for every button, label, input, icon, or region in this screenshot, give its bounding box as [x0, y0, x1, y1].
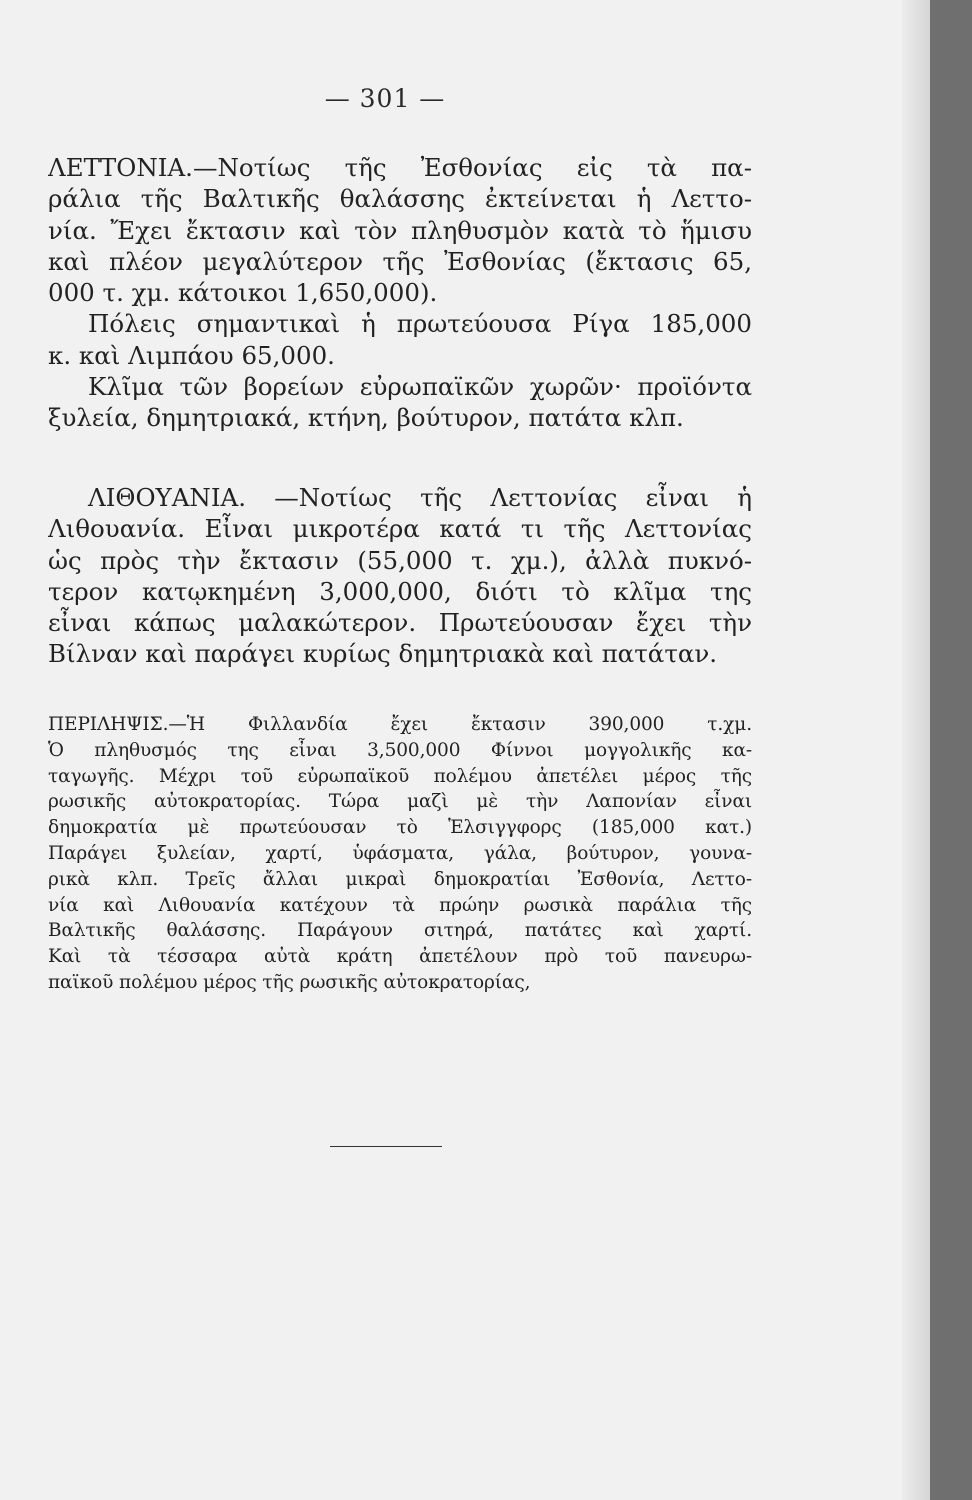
section-lithuania: [48, 482, 752, 670]
text-line: Παράγει ξυλείαν, χαρτί, ὑφάσματα, γάλα, βούτυρον, γουνα-: [48, 842, 752, 864]
text-line: Λιθουανία. Εἶναι μικροτέρα κατά τι τῆς Λεττονίας: [48, 514, 752, 544]
text-line: ταγωγῆς. Μέχρι τοῦ εὐρωπαϊκοῦ πολέμου ἀπετέλει μέρος τῆς: [48, 765, 752, 787]
text-line: παϊκοῦ πολέμου μέρος τῆς ρωσικῆς αὐτοκρατορίας,: [48, 971, 531, 993]
text-line: ΛΕΤΤΟΝΙΑ.—Νοτίως τῆς Ἐσθονίας εἰς τὰ πα-: [48, 153, 752, 182]
text-line: ΠΕΡΙΛΗΨΙΣ.—Ἡ Φιλλανδία ἔχει ἔκτασιν 390,000 τ.χμ.: [48, 714, 752, 735]
text-line: εἶναι κάπως μαλακώτερον. Πρωτεύουσαν ἔχει τὴν: [48, 608, 752, 638]
section-summary: [48, 712, 752, 996]
text-line: Καὶ τὰ τέσσαρα αὐτὰ κράτη ἀπετέλουν πρὸ τοῦ πανευρω-: [48, 946, 752, 968]
text-line: Βίλναν καὶ παράγει κυρίως δημητριακὰ καὶ πατάταν.: [48, 639, 718, 669]
text-line: κ. καὶ Λιμπάου 65,000.: [48, 340, 335, 370]
text-line: 000 τ. χμ. κάτοικοι 1,650,000).: [48, 278, 438, 308]
text-line: Ὁ πληθυσμός της εἶναι 3,500,000 Φίννοι μογγολικῆς κα-: [48, 739, 752, 761]
text-line: νία. Ἔχει ἔκτασιν καὶ τὸν πληθυσμὸν κατὰ τὸ ἥμισυ: [48, 215, 752, 245]
text-line: Βαλτικῆς θαλάσσης. Παράγουν σιτηρά, πατάτες καὶ χαρτί.: [48, 920, 752, 942]
text-line: ράλια τῆς Βαλτικῆς θαλάσσης ἐκτείνεται ἡ Λεττο-: [48, 184, 752, 214]
text-line: καὶ πλέον μεγαλύτερον τῆς Ἐσθονίας (ἔκτασις 65,: [48, 246, 752, 276]
text-line: νία καὶ Λιθουανία κατέχουν τὰ πρώην ρωσικὰ παράλια τῆς: [48, 894, 752, 916]
text-line: δημοκρατία μὲ πρωτεύουσαν τὸ Ἑλσιγγφορς (185,000 κατ.): [48, 817, 752, 839]
text-line: ρικὰ κλπ. Τρεῖς ἄλλαι μικραὶ δημοκρατίαι Ἐσθονία, Λεττο-: [48, 868, 752, 890]
text-line: ρωσικῆς αὐτοκρατορίας. Τώρα μαζὶ μὲ τὴν Λαπονίαν εἶναι: [48, 791, 752, 813]
text-line: ΛΙΘΟΥΑΝΙΑ. —Νοτίως τῆς Λεττονίας εἶναι ἡ: [88, 483, 752, 512]
text-line: ξυλεία, δημητριακά, κτήνη, βούτυρον, πατάτα κλπ.: [48, 403, 684, 433]
text-line: Πόλεις σημαντικαὶ ἡ πρωτεύουσα Ρίγα 185,000: [88, 309, 752, 339]
page-number: — 301 —: [324, 84, 446, 113]
text-line: Κλῖμα τῶν βορείων εὐρωπαϊκῶν χωρῶν· προϊόντα: [88, 372, 752, 402]
section-divider: [330, 1146, 442, 1147]
text-line: τερον κατῳκημένη 3,000,000, διότι τὸ κλῖμα της: [48, 576, 752, 606]
text-line: ὡς πρὸς τὴν ἔκτασιν (55,000 τ. χμ.), ἀλλὰ πυκνό-: [48, 545, 752, 575]
section-latvia: [48, 152, 752, 434]
